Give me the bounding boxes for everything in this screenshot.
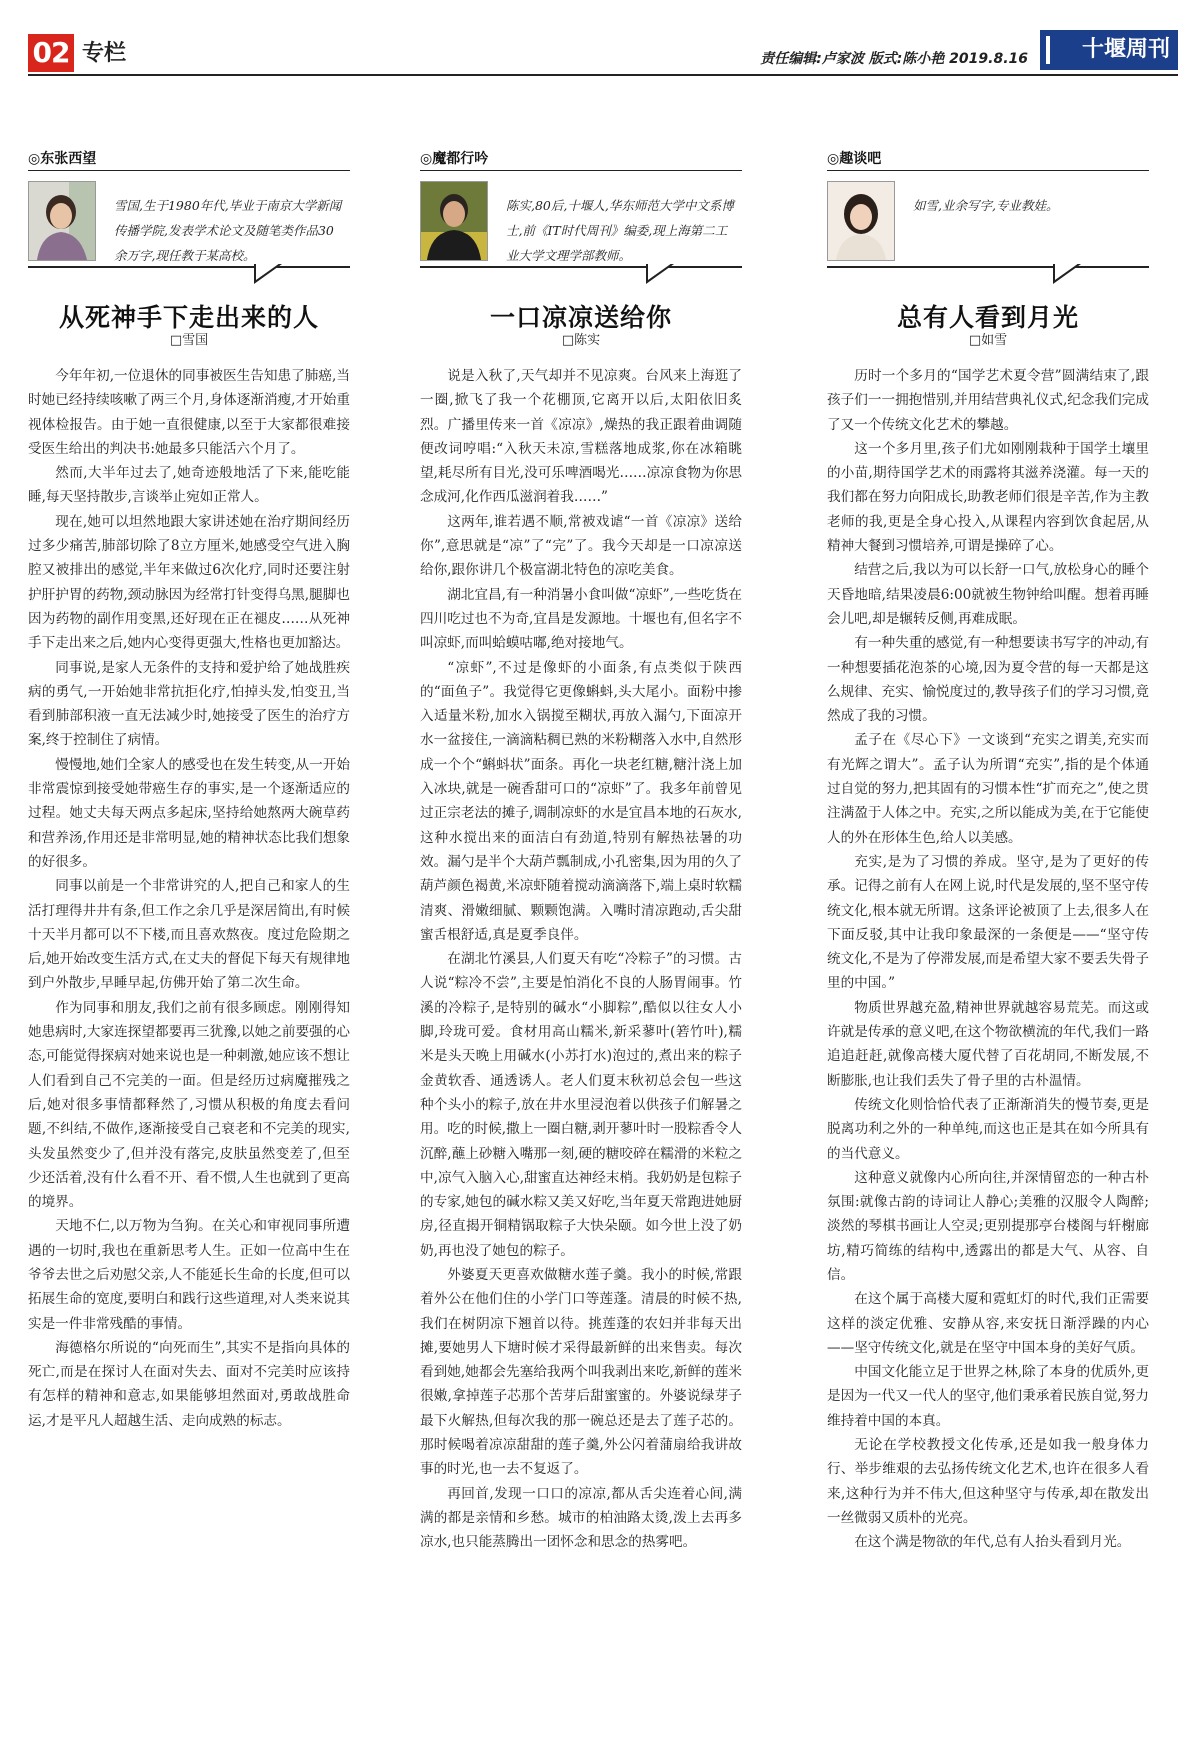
author-bio: 如雪,业余写字,专业教娃。 xyxy=(913,198,1059,213)
paragraph: “凉虾”,不过是像虾的小面条,有点类似于陕西的“面鱼子”。我觉得它更像蝌蚪,头大尾小。面粉中掺入适量米粉,加水入锅搅至糊状,再放入漏勺,下面凉开水一盆接住,一滴滴粘稠已熟的米粉糊落入水中,自然形成一个个“蝌蚪状”面条。再化一块老红糖,糖汁浇上加入冰块,就是一碗香甜可口的“凉虾”了。我多年前曾见过正宗老法的摊子,调制凉虾的水是宜昌本地的石灰水,这种水搅出来的面洁白有劲道,特别有解热祛暑的功效。漏勺是半个大葫芦瓢制成,小孔密集,因为用的久了葫芦颜色褐黄,米凉虾随着搅动滴滴落下,端上桌时软糯清爽、滑嫩细腻、颗颗饱满。入嘴时清凉跑动,舌尖甜蜜舌根舒适,真是夏季良伴。 xyxy=(420,659,742,943)
paragraph: 这一个多月里,孩子们尤如刚刚栽种于国学土壤里的小苗,期待国学艺术的雨露将其滋养浇灌。每一天的我们都在努力向阳成长,助教老师们很是辛苦,作为主教老师的我,更是全身心投入,从课程内容到饮食起居,从精神大餐到习惯培养,可谓是操碎了心。 xyxy=(827,440,1149,555)
masthead-bar xyxy=(1046,36,1050,64)
article-title: 总有人看到月光 xyxy=(896,303,1079,332)
paragraph: 无论在学校教授文化传承,还是如我一般身体力行、举步维艰的去弘扬传统文化艺术,也许在很多人看来,这种行为并不伟大,但这种坚守与传承,却在散发出一丝微弱又质朴的光亮。 xyxy=(827,1437,1149,1526)
paragraph: 说是入秋了,天气却并不见凉爽。台风来上海逛了一圈,掀飞了我一个花棚顶,它离开以后,太阳依旧炙烈。广播里传来一首《凉凉》,燥热的我正跟着曲调随便改词哼唱:“入秋天未凉,雪糕落地成浆,你在冰箱眺望,耗尽所有目光,没可乐啤酒喝光……凉凉食物为你思念成河,化作西瓜滋润着我……” xyxy=(420,368,742,506)
paragraph: 然而,大半年过去了,她奇迹般地活了下来,能吃能睡,每天坚持散步,言谈举止宛如正常人。 xyxy=(28,465,350,506)
speech-tail-inner xyxy=(256,263,280,280)
article-author: □雪国 xyxy=(169,333,209,348)
masthead-text: 十堰周刊 xyxy=(1081,37,1170,62)
author-bio: 雪国,生于1980年代,毕业于南京大学新闻传播学院,发表学术论文及随笔类作品30余万字,现任教于某高校。 xyxy=(114,198,342,263)
masthead-logo xyxy=(1040,30,1178,70)
article-body xyxy=(420,364,742,1555)
paragraph: 同事说,是家人无条件的支持和爱护给了她战胜疾病的勇气,一开始她非常抗拒化疗,怕掉头发,怕变丑,当看到肺部积液一直无法减少时,她接受了医生的治疗方案,终于控制住了病情。 xyxy=(28,659,350,749)
author-photo xyxy=(420,181,488,261)
article-author: □如雪 xyxy=(968,333,1008,348)
author-photo xyxy=(827,181,895,261)
author-bio-box xyxy=(28,170,350,268)
paragraph: 历时一个多月的“国学艺术夏令营”圆满结束了,跟孩子们一一拥抱惜别,并用结营典礼仪式,纪念我们完成了又一个传统文化艺术的攀越。 xyxy=(827,368,1149,433)
paragraph: 中国文化能立足于世界之林,除了本身的优质外,更是因为一代又一代人的坚守,他们秉承着民族自觉,努力维持着中国的本真。 xyxy=(827,1364,1149,1429)
speech-tail-inner xyxy=(1055,263,1079,280)
column-name: ◎魔都行吟 xyxy=(420,151,489,167)
article-title: 从死神手下走出来的人 xyxy=(58,303,319,332)
article-body xyxy=(827,364,1149,1555)
paragraph: 结营之后,我以为可以长舒一口气,放松身心的睡个天昏地暗,结果凌晨6:00就被生物钟给叫醒。想着再睡会儿吧,却是辗转反侧,再难成眠。 xyxy=(827,562,1149,627)
column-name: ◎趣谈吧 xyxy=(827,151,882,167)
speech-tail-inner xyxy=(648,263,672,280)
page-number: 02 xyxy=(28,34,74,72)
paragraph: 湖北宜昌,有一种消暑小食叫做“凉虾”,一些吃货在四川吃过也不为奇,宜昌是发源地。十堰也有,但名字不叫凉虾,而叫蛤蟆咕嘟,绝对接地气。 xyxy=(420,586,742,652)
paragraph: 天地不仁,以万物为刍狗。在关心和审视同事所遭遇的一切时,我也在重新思考人生。正如一位高中生在爷爷去世之后劝慰父亲,人不能延长生命的长度,但可以拓展生命的宽度,要明白和践行这些道理,对人类来说其实是一件非常残酷的事情。 xyxy=(28,1218,350,1332)
author-bio-box xyxy=(827,170,1149,268)
paragraph: 慢慢地,她们全家人的感受也在发生转变,从一开始非常震惊到接受她带癌生存的事实,是一个逐渐适应的过程。她丈夫每天两点多起床,坚持给她熬两大碗草药和营养汤,作用还是非常明显,她的精神状态比我们想象的好很多。 xyxy=(28,756,350,870)
paragraph: 再回首,发现一口口的凉凉,都从舌尖连着心间,满满的都是亲情和乡愁。城市的柏油路太烫,泼上去再多凉水,也只能蒸腾出一团怀念和思念的热雾吧。 xyxy=(420,1485,742,1551)
paragraph: 传统文化则恰恰代表了正渐渐消失的慢节奏,更是脱离功利之外的一种单纯,而这也正是其在如今所具有的当代意义。 xyxy=(827,1096,1149,1162)
paragraph: 物质世界越充盈,精神世界就越容易荒芜。而这或许就是传承的意义吧,在这个物欲横流的年代,我们一路追追赶赶,就像高楼大厦代替了百花胡同,不断发展,不断膨胀,也让我们丢失了骨子里的古朴温情。 xyxy=(827,999,1149,1089)
paragraph: 今年年初,一位退休的同事被医生告知患了肺癌,当时她已经持续咳嗽了两三个月,身体逐渐消瘦,才开始重视体检报告。由于她一直很健康,以至于大家都很难接受医生给出的判决书:她最多只能活六个月了。 xyxy=(28,368,350,457)
paragraph: 这种意义就像内心所向往,并深情留恋的一种古朴氛围:就像古韵的诗词让人静心;美雅的汉服令人陶醉;淡然的琴棋书画让人空灵;更别提那亭台楼阁与轩榭廊坊,精巧简练的结构中,透露出的都是大气、从容、自信。 xyxy=(827,1169,1149,1283)
author-bio-box xyxy=(420,170,742,268)
page-header xyxy=(28,28,1178,76)
editor-credits: 责任编辑:卢家波 版式:陈小艳 2019.8.16 xyxy=(760,51,1028,67)
paragraph: 外婆夏天更喜欢做糖水莲子羹。我小的时候,常跟着外公在他们住的小学门口等莲蓬。清晨的时候不热,我们在树阴凉下翘首以待。挑莲蓬的农妇并非每天出摊,要她男人下塘时候才采得最新鲜的出来售卖。每次看到她,她都会先塞给我两个叫我剥出来吃,新鲜的莲米很嫩,拿掉莲子芯那个苦芽后甜蜜蜜的。外婆说绿芽子最下火解热,但每次我的那一碗总还是去了莲子芯的。那时候喝着凉凉甜甜的莲子羹,外公闪着蒲扇给我讲故事的时光,也一去不复返了。 xyxy=(420,1266,742,1478)
paragraph: 同事以前是一个非常讲究的人,把自己和家人的生活打理得井井有条,但工作之余几乎是深居简出,有时候十天半月都可以不下楼,而且喜欢熬夜。度过危险期之后,她开始改变生活方式,在丈夫的督促下每天有规律地到户外散步,早睡早起,仿佛开始了第二次生命。 xyxy=(28,878,350,992)
paragraph: 在湖北竹溪县,人们夏天有吃“冷粽子”的习惯。古人说“粽冷不尝”,主要是怕消化不良的人肠胃闹事。竹溪的冷粽子,是特别的碱水“小脚粽”,酷似以往女人小脚,玲珑可爱。食材用高山糯米,新采蓼叶(箬竹叶),糯米是头天晚上用碱水(小苏打水)泡过的,煮出来的粽子金黄软香、通透诱人。老人们夏末秋初总会包一些这种个头小的粽子,放在井水里浸泡着以供孩子们解暑之用。吃的时候,撒上一圈白糖,剥开蓼叶时一股粽香令人沉醉,蘸上砂糖入嘴那一刻,硬的糖咬碎在糯滑的米粒之中,凉气入脑入心,甜蜜直达神经末梢。我奶奶是包粽子的专家,她包的碱水粽又美又好吃,当年夏天常跑进她厨房,径直揭开铜精锅取粽子大快朵颐。如今世上没了奶奶,再也没了她包的粽子。 xyxy=(420,951,742,1259)
article-body xyxy=(28,364,350,1433)
article-author: □陈实 xyxy=(561,333,601,348)
author-bio: 陈实,80后,十堰人,华东师范大学中文系博士,前《IT时代周刊》编委,现上海第二工业大学文理学部教师。 xyxy=(506,198,734,263)
paragraph: 作为同事和朋友,我们之前有很多顾虑。刚刚得知她患病时,大家连探望都要再三犹豫,以她之前要强的心态,可能觉得探病对她来说也是一种刺激,她应该不想让人们看到自己不完美的一面。但是经历过病魔摧残之后,她对很多事情都释然了,习惯从积极的角度去看问题,不纠结,不做作,逐渐接受自己衰老和不完美的现实,头发虽然变少了,但并没有落完,皮肤虽然变差了,但至少还活着,没有什么看不开、看不惯,人生也就到了更高的境界。 xyxy=(28,999,350,1211)
paragraph: 在这个满是物欲的年代,总有人抬头看到月光。 xyxy=(854,1534,1131,1551)
paragraph: 充实,是为了习惯的养成。坚守,是为了更好的传承。记得之前有人在网上说,时代是发展的,坚不坚守传统文化,根本就无所谓。这条评论被顶了上去,很多人在下面反驳,其中让我印象最深的一条便是——“坚守传统文化,不是为了停滞发展,而是希望大家不要丢失骨子里的中国。” xyxy=(827,853,1149,992)
article-title: 一口凉凉送给你 xyxy=(489,303,672,332)
author-photo xyxy=(28,181,96,261)
paragraph: 现在,她可以坦然地跟大家讲述她在治疗期间经历过多少痛苦,肺部切除了8立方厘米,她感受空气进入胸腔又被排出的感觉,半年来做过6次化疗,同时还要注射护肝护胃的药物,颈动脉因为经常打针变得乌黑,腿脚也因为药物的副作用变黑,还好现在正在褪皮……从死神手下走出来之后,她内心变得更强大,性格也更加豁达。 xyxy=(28,513,350,652)
paragraph: 在这个属于高楼大厦和霓虹灯的时代,我们正需要这样的淡定优雅、安静从容,来安抚日渐浮躁的内心——坚守传统文化,就是在坚守中国本身的美好气质。 xyxy=(827,1291,1149,1356)
header-rule xyxy=(28,74,1178,76)
paragraph: 海德格尔所说的“向死而生”,其实不是指向具体的死亡,而是在探讨人在面对失去、面对不完美时应该持有怎样的精神和意志,如果能够坦然面对,勇敢战胜命运,才是平凡人超越生活、走向成熟的标志。 xyxy=(28,1339,350,1429)
paragraph: 孟子在《尽心下》一文谈到“充实之谓美,充实而有光辉之谓大”。孟子认为所谓“充实”,指的是个体通过自觉的努力,把其固有的习惯本性“扩而充之”,使之贯注满盈于人体之中。充实,之所以能成为美,在于它能使人的外在形体生色,给人以美感。 xyxy=(827,732,1149,846)
column-name: ◎东张西望 xyxy=(28,151,97,167)
section-label: 专栏 xyxy=(82,41,127,66)
paragraph: 有一种失重的感觉,有一种想要读书写字的冲动,有一种想要插花泡茶的心境,因为夏令营的每一天都是这么规律、充实、愉悦度过的,教导孩子们的学习习惯,竟然成了我的习惯。 xyxy=(827,635,1149,725)
paragraph: 这两年,谁若遇不顺,常被戏谑“一首《凉凉》送给你”,意思就是“凉”了“完”了。我今天却是一口凉凉送给你,跟你讲几个极富湖北特色的凉吃美食。 xyxy=(420,513,742,579)
